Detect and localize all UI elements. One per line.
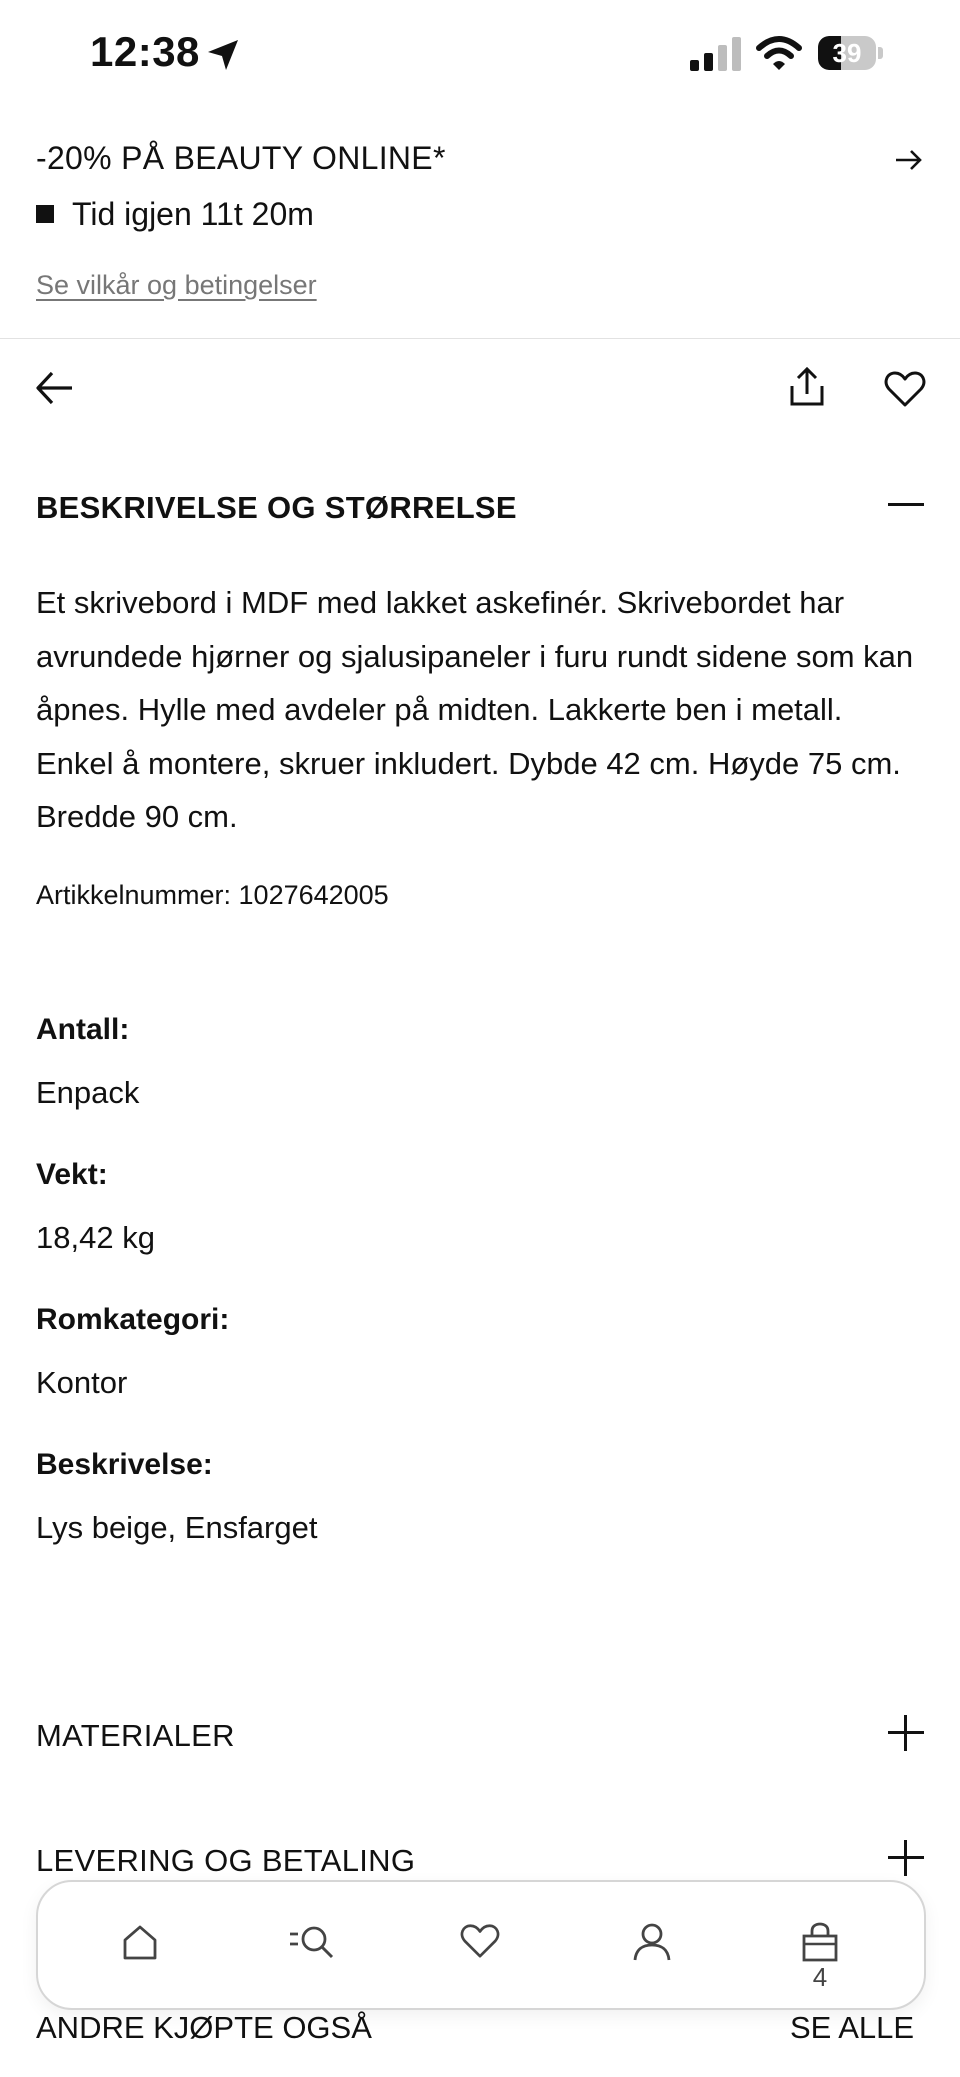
plus-icon[interactable]: [888, 1715, 924, 1751]
search-icon: [288, 1922, 342, 1962]
heart-icon[interactable]: [884, 370, 926, 413]
attribute-value: 18,42 kg: [36, 1220, 155, 1255]
attribute-label: Romkategori:: [36, 1303, 230, 1336]
bag-count: 4: [812, 1962, 828, 1992]
terms-link[interactable]: Se vilkår og betingelser: [36, 270, 317, 300]
user-icon: [632, 1922, 672, 1962]
accordion-materials[interactable]: MATERIALER: [36, 1718, 235, 1753]
wifi-icon: [756, 36, 802, 77]
tab-favorites[interactable]: [420, 1882, 540, 2008]
arrow-left-icon[interactable]: [34, 368, 74, 413]
battery-indicator: [818, 36, 884, 72]
location-arrow-icon: [206, 38, 240, 77]
product-description: Et skrivebord i MDF med lakket askefinér. Skrivebordet har avrundede hjørner og sjalusipaneler i furu rundt sidene som kan åpnes. Hylle med avdeler på midten. Lakkerte ben i metall. Enkel å montere, skruer inkludert. Dybde 42 cm. Høyde 75 cm. Bredde 90 cm.: [36, 585, 914, 834]
attribute-label: Beskrivelse:: [36, 1448, 213, 1481]
section-title[interactable]: BESKRIVELSE OG STØRRELSE: [36, 490, 517, 525]
tab-account[interactable]: [592, 1882, 712, 2008]
plus-icon[interactable]: [888, 1840, 924, 1876]
also-bought-title: ANDRE KJØPTE OGSÅ: [36, 2010, 372, 2045]
bottom-tab-bar: [36, 1880, 926, 2010]
promo-timer: Tid igjen 11t 20m: [72, 196, 314, 232]
arrow-right-icon[interactable]: [894, 146, 924, 180]
share-icon[interactable]: [786, 366, 828, 413]
minus-icon[interactable]: [888, 503, 924, 506]
battery-percent: 39: [832, 38, 862, 68]
tab-search[interactable]: [248, 1882, 368, 2008]
accordion-delivery-payment[interactable]: LEVERING OG BETALING: [36, 1843, 416, 1878]
attribute-value: Lys beige, Ensfarget: [36, 1510, 318, 1545]
article-number: Artikkelnummer: 1027642005: [36, 880, 389, 910]
attribute-value: Kontor: [36, 1365, 128, 1400]
attribute-label: Vekt:: [36, 1158, 108, 1191]
tab-home[interactable]: [80, 1882, 200, 2008]
attribute-value: Enpack: [36, 1075, 140, 1110]
attribute-label: Antall:: [36, 1013, 130, 1046]
timer-square-icon: [36, 205, 54, 223]
divider: [0, 338, 960, 339]
tab-bag[interactable]: [760, 1882, 880, 2008]
promo-title[interactable]: -20% PÅ BEAUTY ONLINE*: [36, 140, 446, 176]
see-all-link[interactable]: SE ALLE: [790, 2010, 915, 2045]
bag-icon: [800, 1922, 840, 1962]
status-time: 12:38: [90, 28, 200, 75]
home-icon: [120, 1922, 160, 1962]
heart-icon: [460, 1922, 500, 1960]
cellular-signal-icon: [690, 36, 742, 77]
